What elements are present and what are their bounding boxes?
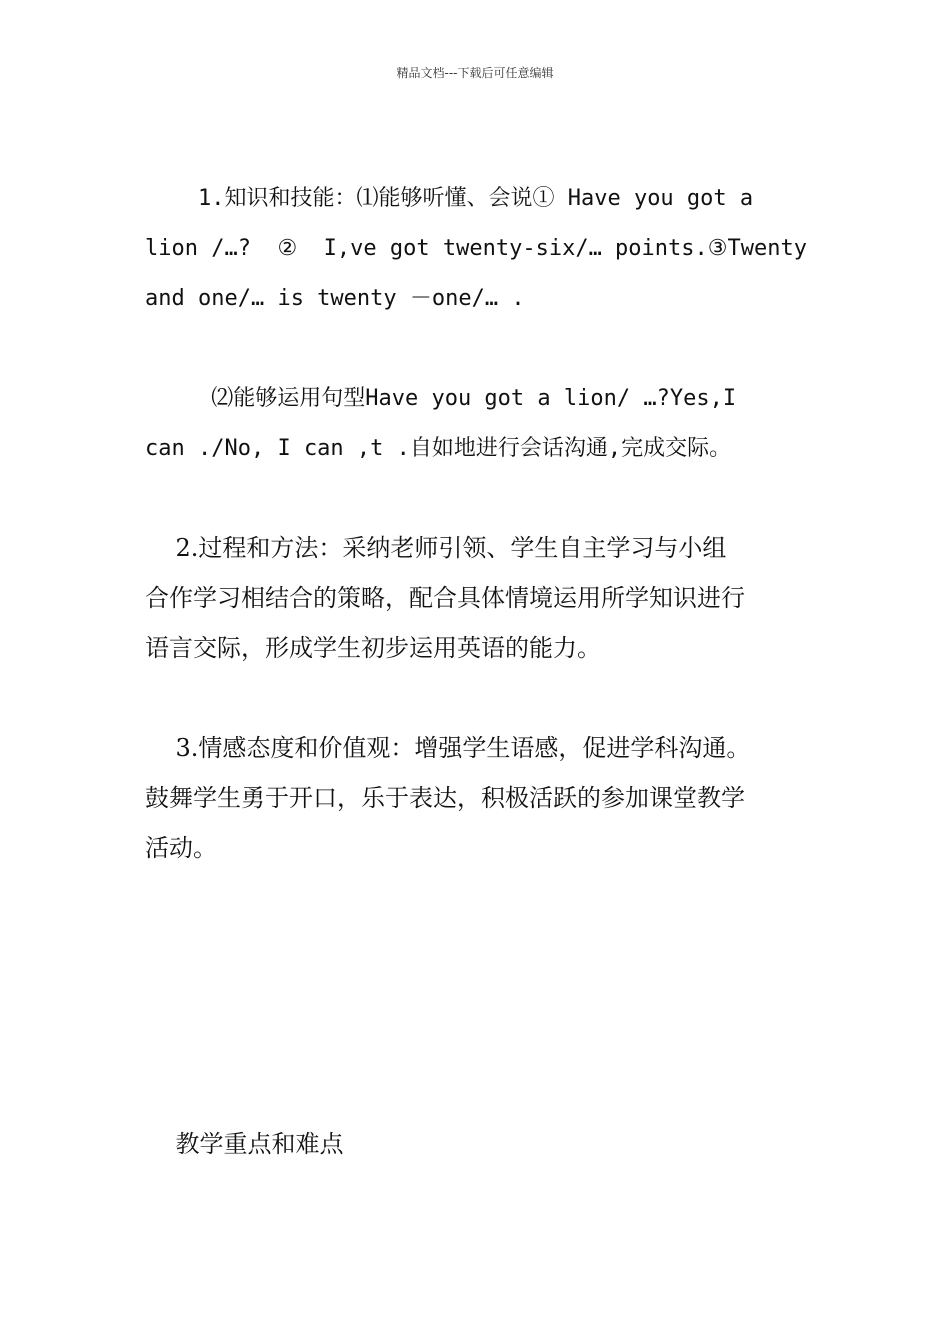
paragraph-4-line-1: 3.情感态度和价值观：增强学生语感，促进学科沟通。 [145,734,751,762]
paragraph-1-line-2: lion /…? ② I,ve got twenty-six/… points.③Twenty [145,236,807,261]
paragraph-2-line-2: can ./No, I can ,t .自如地进行会话沟通,完成交际。 [145,436,732,461]
paragraph-3-line-3: 语言交际，形成学生初步运用英语的能力。 [145,634,601,662]
section-heading: 教学重点和难点 [145,1130,344,1158]
paragraph-2-line-1: ⑵能够运用句型Have you got a lion/ …?Yes,I [145,386,737,411]
paragraph-1-line-1: 1.知识和技能：⑴能够听懂、会说① Have you got a [145,186,754,211]
paragraph-1-line-3: and one/… is twenty －one/… . [145,286,525,311]
page-header: 精品文档---下载后可任意编辑 [396,66,554,80]
paragraph-4-line-2: 鼓舞学生勇于开口，乐于表达，积极活跃的参加课堂教学 [145,784,745,812]
paragraph-3-line-2: 合作学习相结合的策略，配合具体情境运用所学知识进行 [145,584,745,612]
paragraph-3-line-1: 2.过程和方法：采纳老师引领、学生自主学习与小组 [145,534,727,562]
paragraph-4-line-3: 活动。 [145,834,217,862]
